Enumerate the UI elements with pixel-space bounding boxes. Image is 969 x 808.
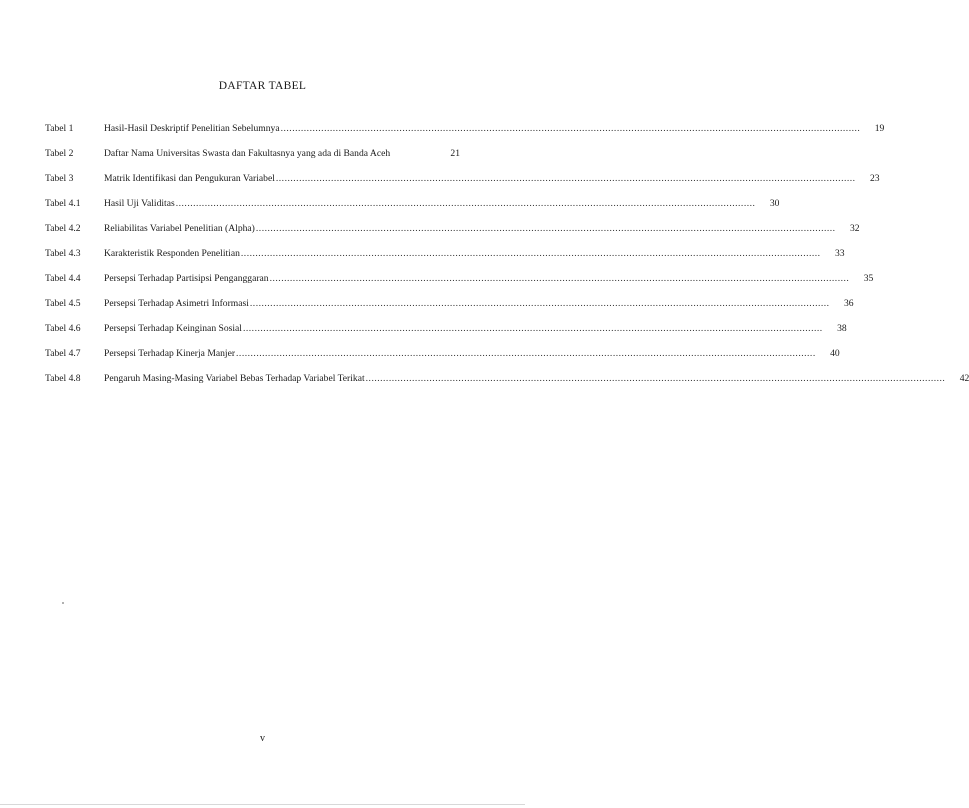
table-entry [45, 148, 460, 173]
table-entry-title-wrap [104, 348, 816, 360]
table-entry-page: 42 [959, 373, 969, 384]
table-entry-title: Reliabilitas Variabel Penelitian (Alpha) [104, 223, 255, 234]
table-entry-page: 19 [874, 123, 885, 134]
table-list [45, 123, 969, 398]
table-entry-title-wrap [104, 173, 856, 185]
table-entry [45, 348, 840, 373]
table-entry-label: Tabel 4.3 [45, 248, 81, 259]
table-entry-label: Tabel 3 [45, 173, 74, 184]
table-entry-page: 32 [849, 223, 860, 234]
table-entry [45, 248, 845, 273]
table-entry-page: 38 [837, 323, 847, 334]
table-entry-label: Tabel 4.5 [45, 298, 81, 309]
table-entry-title-wrap [104, 123, 860, 135]
table-entry-title: Pengaruh Masing-Masing Variabel Bebas Terhadap Variabel Terikat [104, 373, 365, 384]
table-entry-page: 40 [830, 348, 840, 359]
table-entry [45, 323, 847, 348]
table-entry-title-wrap [104, 373, 945, 385]
dot-leader: ........................................................................................................................................................................................................ [175, 198, 756, 209]
dot-leader: ........................................................................................................................................................................................................ [240, 248, 821, 259]
table-entry-page: 33 [834, 248, 845, 259]
dot-leader: ........................................................................................................................................................................................................ [365, 373, 946, 384]
table-entry-title: Matrik Identifikasi dan Pengukuran Variabel [104, 173, 275, 184]
page-title: DAFTAR TABEL [218, 80, 307, 92]
table-entry-page: 21 [450, 148, 460, 159]
dot-leader: ........................................................................................................................................................................................................ [275, 173, 856, 184]
table-entry-page: 36 [843, 298, 854, 309]
table-entry-title-wrap [104, 248, 821, 260]
table-entry-label: Tabel 4.8 [45, 373, 81, 384]
scan-speck [62, 602, 64, 604]
dot-leader: ........................................................................................................................................................................................................ [236, 348, 816, 359]
table-entry [45, 173, 880, 198]
table-entry-label: Tabel 2 [45, 148, 74, 159]
table-entry-page: 30 [769, 198, 780, 209]
table-entry-title: Persepsi Terhadap Partisipsi Penganggaran [104, 273, 269, 284]
table-entry-title-wrap [104, 198, 755, 210]
table-entry-title: Daftar Nama Universitas Swasta dan Fakultasnya yang ada di Banda Aceh [104, 148, 391, 159]
table-entry-label: Tabel 4.4 [45, 273, 81, 284]
table-entry-title: Hasil-Hasil Deskriptif Penelitian Sebelumnya [104, 123, 280, 134]
page-number: v [260, 733, 265, 744]
table-entry-title: Hasil Uji Validitas [104, 198, 175, 209]
table-entry [45, 198, 780, 223]
table-entry-label: Tabel 4.7 [45, 348, 81, 359]
table-entry-title-wrap [104, 148, 436, 160]
table-entry-label: Tabel 4.2 [45, 223, 81, 234]
table-entry-title-wrap [104, 273, 849, 285]
scan-edge-line [0, 804, 525, 805]
table-entry [45, 373, 969, 398]
dot-leader: ........................................................................................................................................................................................................ [242, 323, 823, 334]
table-entry-title: Persepsi Terhadap Asimetri Informasi [104, 298, 249, 309]
table-entry-title: Persepsi Terhadap Keinginan Sosial [104, 323, 242, 334]
table-entry-title-wrap [104, 298, 830, 310]
dot-leader: ........................................................................................................................................................................................................ [255, 223, 836, 234]
dot-leader: ........................................................................................................................................................................................................ [269, 273, 850, 284]
table-entry-label: Tabel 4.6 [45, 323, 81, 334]
dot-leader: ........................................................................................................................................................................................................ [249, 298, 830, 309]
table-entry [45, 123, 885, 148]
table-entry [45, 298, 854, 323]
table-entry [45, 273, 874, 298]
table-entry-label: Tabel 1 [45, 123, 74, 134]
table-entry-page: 23 [869, 173, 880, 184]
table-entry-page: 35 [863, 273, 874, 284]
dot-leader: ........................................................................................................................................................................................................ [280, 123, 861, 134]
table-entry-title: Karakteristik Responden Penelitian [104, 248, 240, 259]
table-entry-title-wrap [104, 223, 836, 235]
table-entry-title: Persepsi Terhadap Kinerja Manjer [104, 348, 236, 359]
table-entry-label: Tabel 4.1 [45, 198, 81, 209]
table-entry [45, 223, 860, 248]
table-entry-title-wrap [104, 323, 823, 335]
